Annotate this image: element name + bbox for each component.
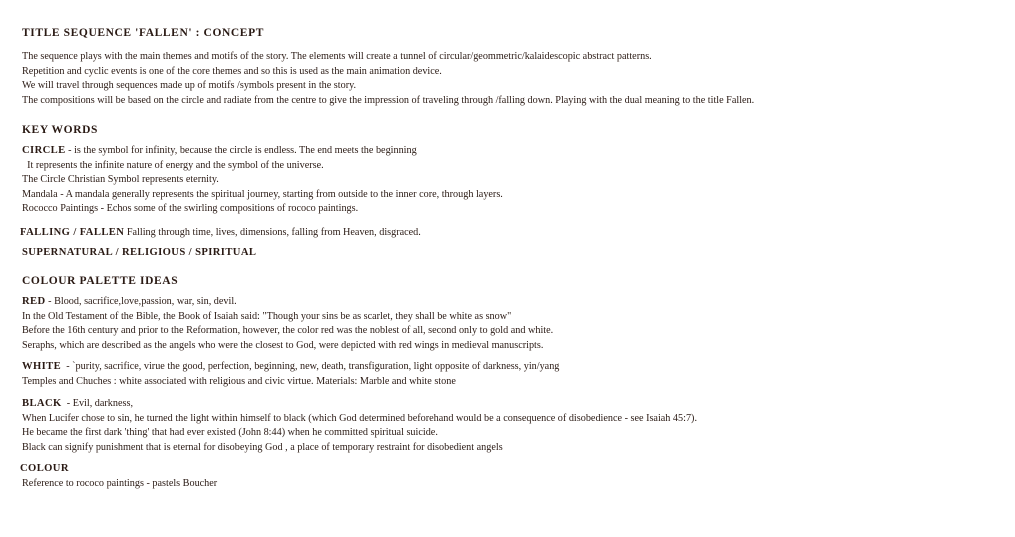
red-label: RED bbox=[22, 296, 46, 307]
colour-line-1 bbox=[20, 462, 69, 477]
falling-description: Falling through time, lives, dimensions, falling from Heaven, disgraced. bbox=[124, 227, 421, 238]
circle-label: CIRCLE bbox=[22, 145, 66, 156]
intro-line-2: Repetition and cyclic events is one of the core themes and so this is used as the main animation device. bbox=[22, 65, 442, 77]
intro-line-4: The compositions will be based on the circle and radiate from the centre to give the impression of traveling through /falling down. Playing with the dual meaning to the title Fallen. bbox=[22, 94, 755, 106]
mandala-line: Mandala - A mandala generally represents the spiritual journey, starting from outside to the inner core, through layers. bbox=[22, 188, 503, 200]
red-line-4: Seraphs, which are described as the angels who were the closest to God, were depicted with red wings in medieval manuscripts. bbox=[22, 339, 544, 351]
white-line-2: Temples and Chuches : white associated with religious and civic virtue. Materials: Marble and white stone bbox=[22, 375, 456, 387]
falling-label: FALLING / FALLEN bbox=[20, 227, 125, 238]
circle-line-2: It represents the infinite nature of energy and the symbol of the universe. bbox=[22, 159, 324, 171]
white-description: - `purity, sacrifice, virue the good, perfection, beginning, new, death, transfiguration, light opposite of darkness, yin/yang bbox=[61, 361, 560, 372]
supernatural-line bbox=[22, 246, 256, 261]
black-line-3: He became the first dark 'thing' that had ever existed (John 8:44) when he committed spiritual suicide. bbox=[22, 427, 438, 438]
white-line-1 bbox=[22, 360, 559, 375]
circle-description: - is the symbol for infinity, because the circle is endless. The end meets the beginning bbox=[65, 145, 417, 156]
supernatural-label: SUPERNATURAL / RELIGIOUS / SPIRITUAL bbox=[22, 247, 257, 258]
intro-line-3: We will travel through sequences made up of motifs /symbols present in the story. bbox=[22, 80, 357, 91]
circle-line-1 bbox=[22, 144, 417, 159]
keywords-heading: KEY WORDS bbox=[22, 124, 99, 136]
black-label: BLACK bbox=[22, 398, 62, 409]
red-line-3: Before the 16th century and prior to the Reformation, however, the color red was the noblest of all, second only to gold and white. bbox=[22, 325, 554, 336]
intro-line-1: The sequence plays with the main themes and motifs of the story. The elements will create a tunnel of circular/geommetric/kalaidescopic abstract patterns. bbox=[22, 51, 652, 62]
red-line-1 bbox=[22, 295, 237, 310]
red-description: - Blood, sacrifice,love,passion, war, sin, devil. bbox=[45, 296, 237, 307]
white-label: WHITE bbox=[22, 361, 62, 372]
black-description: - Evil, darkness, bbox=[61, 398, 133, 409]
red-line-2: In the Old Testament of the Bible, the Book of Isaiah said: "Though your sins be as scarlet, they shall be white as snow" bbox=[22, 310, 512, 322]
colour-line-2: Reference to rococo paintings - pastels Boucher bbox=[22, 478, 218, 489]
circle-line-3: The Circle Christian Symbol represents eternity. bbox=[22, 174, 219, 185]
page-title: TITLE SEQUENCE 'FALLEN' : CONCEPT bbox=[22, 27, 264, 39]
colour-label: COLOUR bbox=[20, 463, 69, 474]
rococo-line: Rococco Paintings - Echos some of the swirling compositions of rococo paintings. bbox=[22, 203, 359, 214]
falling-line bbox=[20, 226, 421, 241]
black-line-2: When Lucifer chose to sin, he turned the light within himself to black (which God determined beforehand would be a consequence of disobedience - see Isaiah 45:7). bbox=[22, 412, 697, 424]
palette-heading: COLOUR PALETTE IDEAS bbox=[22, 275, 179, 287]
black-line-4: Black can signify punishment that is eternal for disobeying God , a place of temporary restraint for disobedient angels bbox=[22, 441, 503, 453]
black-line-1 bbox=[22, 397, 133, 412]
